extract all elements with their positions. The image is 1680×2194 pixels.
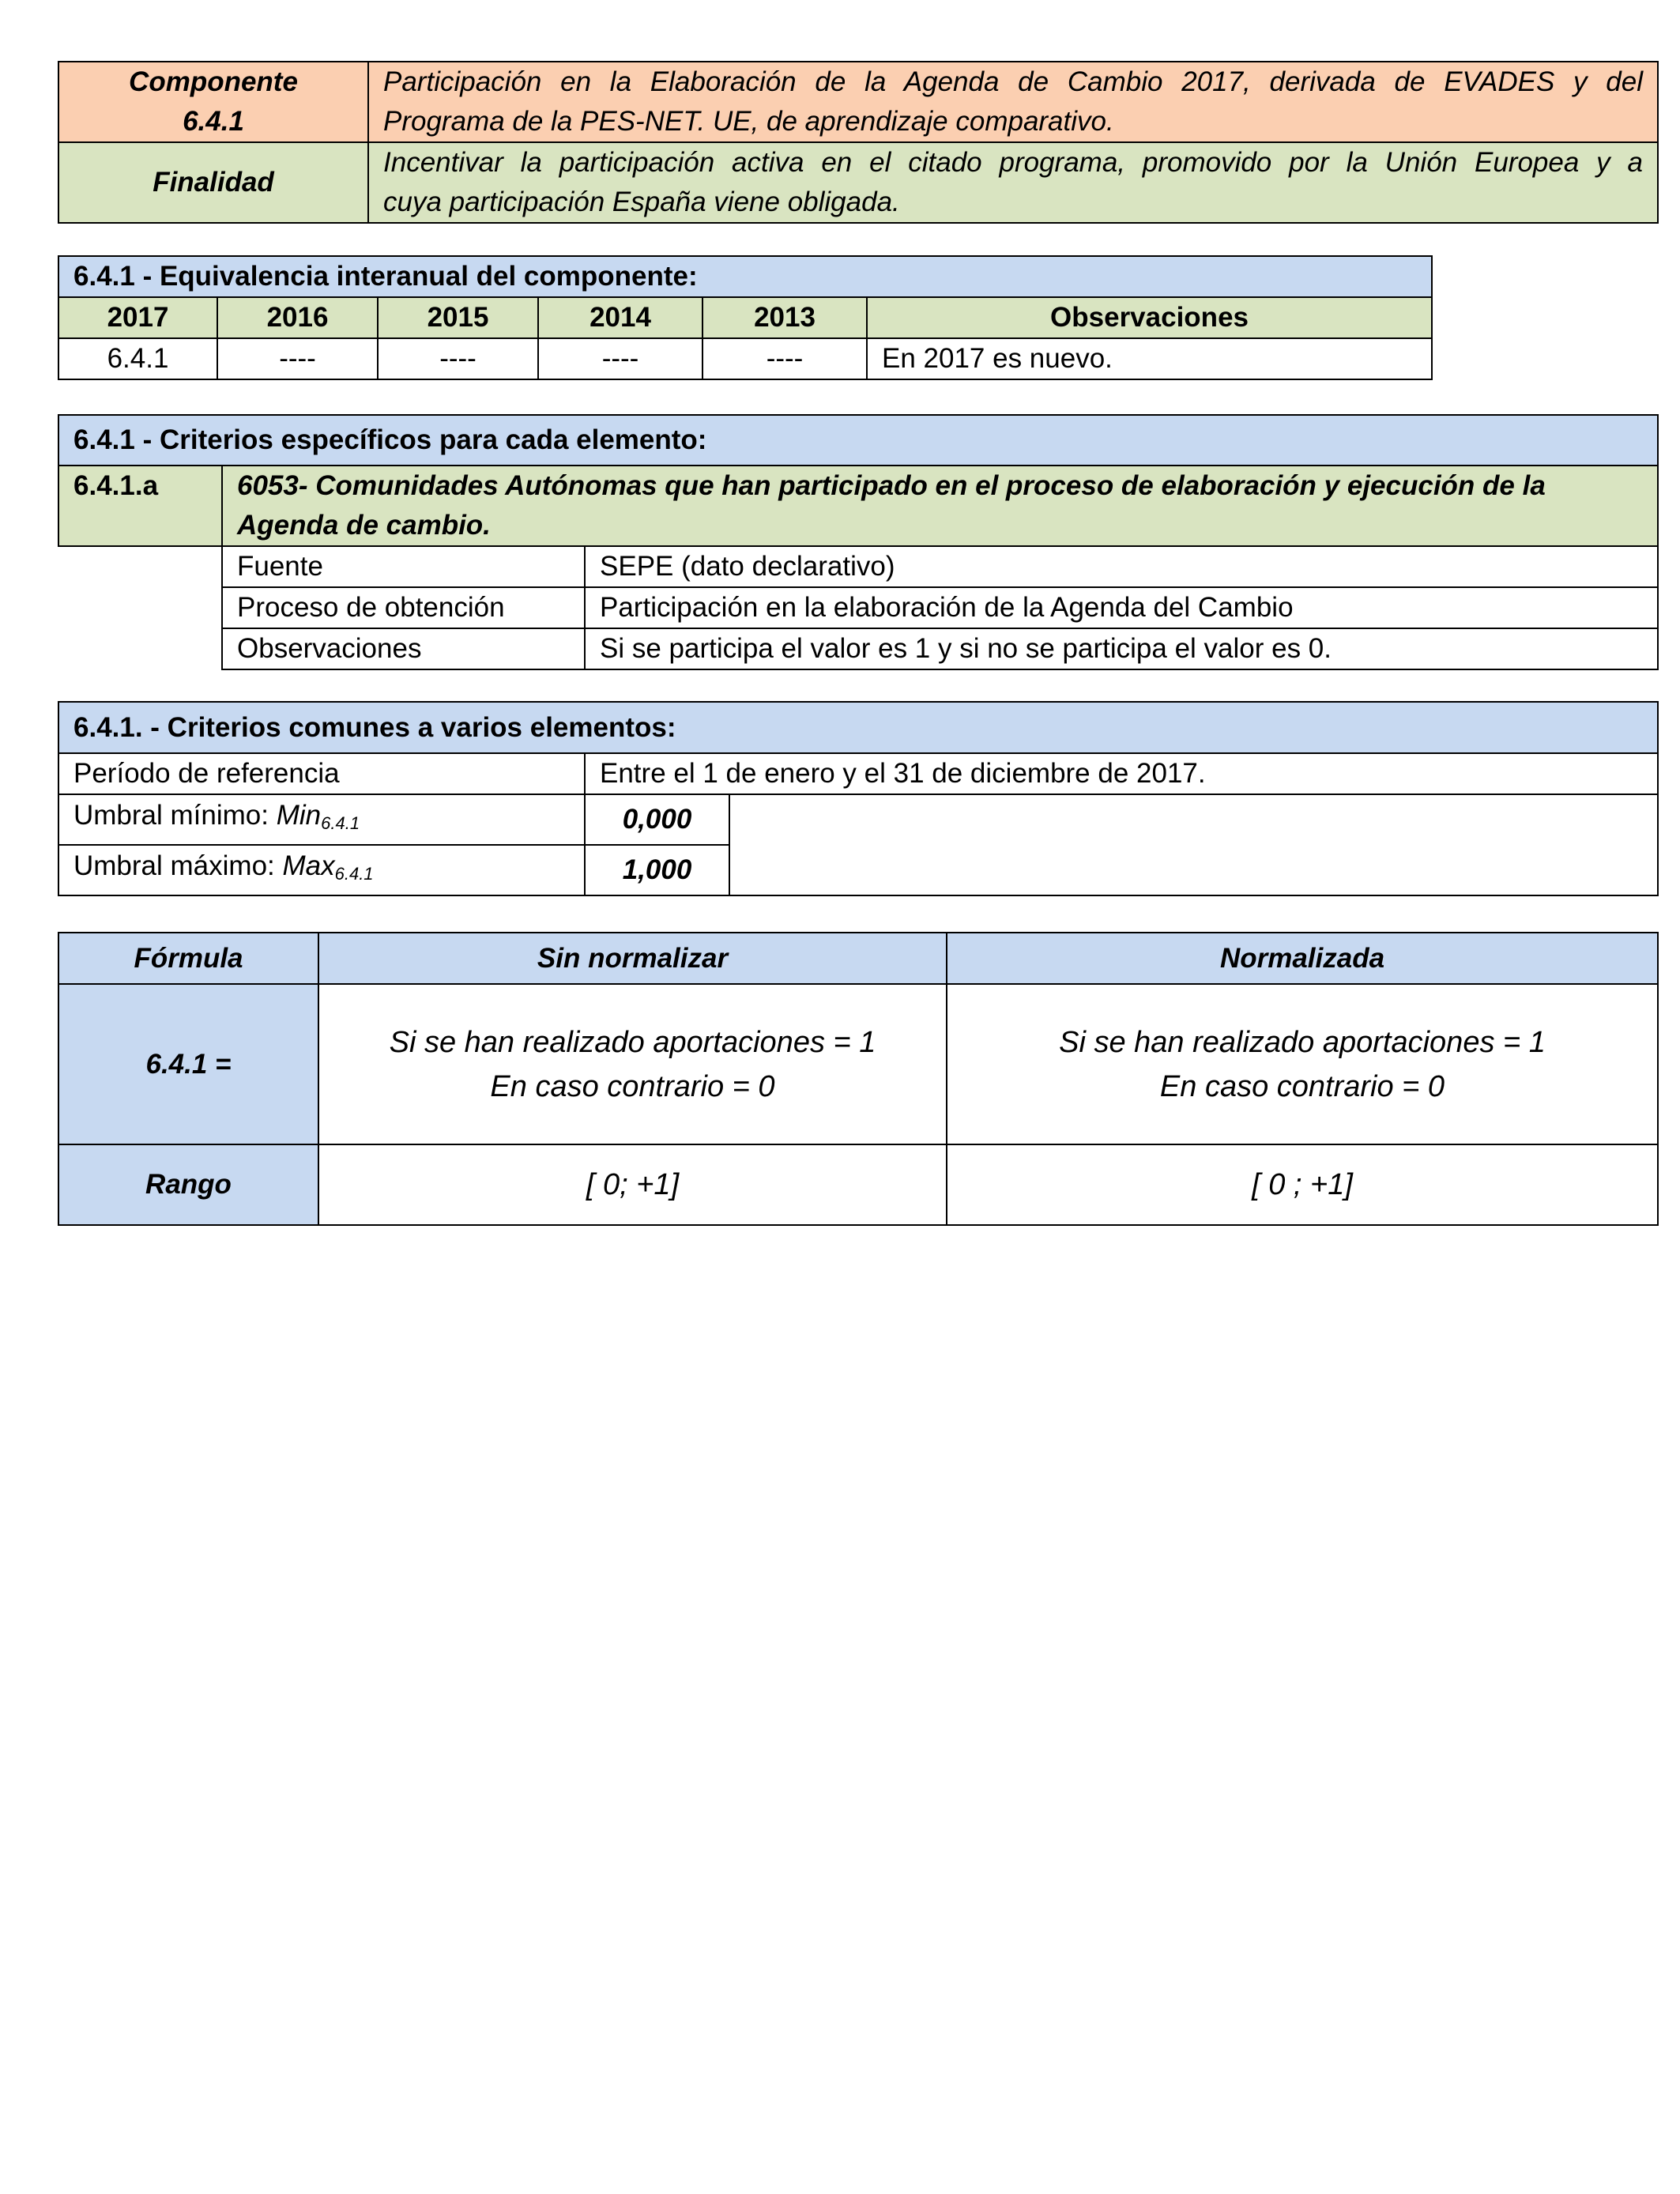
criteria-value-fuente: SEPE (dato declarativo): [585, 546, 1658, 587]
specific-criteria-table: [58, 414, 1659, 670]
min-threshold-value: 0,000: [585, 794, 729, 845]
specific-criteria-title: 6.4.1 - Criterios específicos para cada elemento:: [58, 415, 1658, 466]
equivalence-header-observaciones: Observaciones: [867, 297, 1432, 338]
max-threshold-value: 1,000: [585, 845, 729, 895]
formula-header-formula: Fórmula: [58, 933, 318, 984]
formula-normalizada: [947, 984, 1658, 1144]
equivalence-header-2013: 2013: [703, 297, 867, 338]
finalidad-line2: cuya participación España viene obligada.: [383, 187, 900, 217]
max-threshold-text: Umbral máximo:: [73, 850, 283, 881]
equivalence-header-2016: 2016: [217, 297, 378, 338]
finalidad-line1: Incentivar la participación activa en el citado programa, promovido por la Unión Europea y a: [383, 147, 1643, 178]
component-description-line1: Participación en la Elaboración de la Agenda de Cambio 2017, derivada de EVADES y del: [383, 66, 1643, 97]
equivalence-header-2015: 2015: [378, 297, 538, 338]
max-threshold-symbol: Max: [282, 850, 335, 881]
common-criteria-title: 6.4.1. - Criterios comunes a varios elementos:: [58, 702, 1658, 753]
equivalence-cell-2014: ----: [538, 338, 703, 379]
indent-spacer: [58, 628, 222, 669]
equivalence-header-2014: 2014: [538, 297, 703, 338]
component-label: [58, 62, 368, 142]
criteria-value-observaciones: Si se participa el valor es 1 y si no se participa el valor es 0.: [585, 628, 1658, 669]
equivalence-cell-2013: ----: [703, 338, 867, 379]
max-threshold-subscript: 6.4.1: [334, 864, 374, 884]
formula-header-sin-normalizar: Sin normalizar: [318, 933, 947, 984]
min-threshold-text: Umbral mínimo:: [73, 800, 277, 831]
formula-table: [58, 932, 1659, 1226]
indent-spacer: [58, 587, 222, 628]
equivalence-cell-2017: 6.4.1: [58, 338, 217, 379]
formula-sin-normalizar: [318, 984, 947, 1144]
component-table: [58, 61, 1659, 224]
equivalence-header-2017: 2017: [58, 297, 217, 338]
equivalence-title: 6.4.1 - Equivalencia interanual del componente:: [58, 256, 1432, 297]
criteria-value-proceso: Participación en la elaboración de la Agenda del Cambio: [585, 587, 1658, 628]
equivalence-cell-2016: ----: [217, 338, 378, 379]
element-description-line1: 6053- Comunidades Autónomas que han participado en el proceso de elaboración y ejecución de la: [237, 470, 1546, 501]
component-label-line1: Componente: [129, 66, 298, 97]
formula-sin-line2: En caso contrario = 0: [490, 1069, 775, 1103]
range-sin-normalizar: [ 0; +1]: [318, 1144, 947, 1225]
criteria-label-observaciones: Observaciones: [222, 628, 585, 669]
element-description: [222, 466, 1658, 546]
period-label: Período de referencia: [58, 753, 585, 794]
indent-spacer: [58, 546, 222, 587]
finalidad-description: [368, 142, 1658, 223]
common-criteria-table: [58, 701, 1659, 896]
finalidad-label: Finalidad: [58, 142, 368, 223]
formula-header-normalizada: Normalizada: [947, 933, 1658, 984]
max-threshold-label: [58, 845, 585, 895]
min-threshold-subscript: 6.4.1: [321, 813, 360, 833]
element-description-line2: Agenda de cambio.: [237, 510, 491, 541]
formula-label: 6.4.1 =: [58, 984, 318, 1144]
range-label: Rango: [58, 1144, 318, 1225]
range-normalizada: [ 0 ; +1]: [947, 1144, 1658, 1225]
component-label-line2: 6.4.1: [183, 106, 244, 137]
min-threshold-label: [58, 794, 585, 845]
component-description-line2: Programa de la PES-NET. UE, de aprendizaje comparativo.: [383, 106, 1114, 137]
min-threshold-symbol: Min: [276, 800, 322, 831]
element-code: 6.4.1.a: [58, 466, 222, 546]
equivalence-cell-observaciones: En 2017 es nuevo.: [867, 338, 1432, 379]
criteria-label-fuente: Fuente: [222, 546, 585, 587]
component-description: [368, 62, 1658, 142]
period-value: Entre el 1 de enero y el 31 de diciembre de 2017.: [585, 753, 1658, 794]
criteria-label-proceso: Proceso de obtención: [222, 587, 585, 628]
formula-norm-line2: En caso contrario = 0: [1159, 1069, 1445, 1103]
equivalence-cell-2015: ----: [378, 338, 538, 379]
equivalence-table: [58, 255, 1433, 380]
threshold-empty-cell: [729, 794, 1658, 895]
formula-norm-line1: Si se han realizado aportaciones = 1: [1059, 1025, 1546, 1059]
formula-sin-line1: Si se han realizado aportaciones = 1: [389, 1025, 876, 1059]
